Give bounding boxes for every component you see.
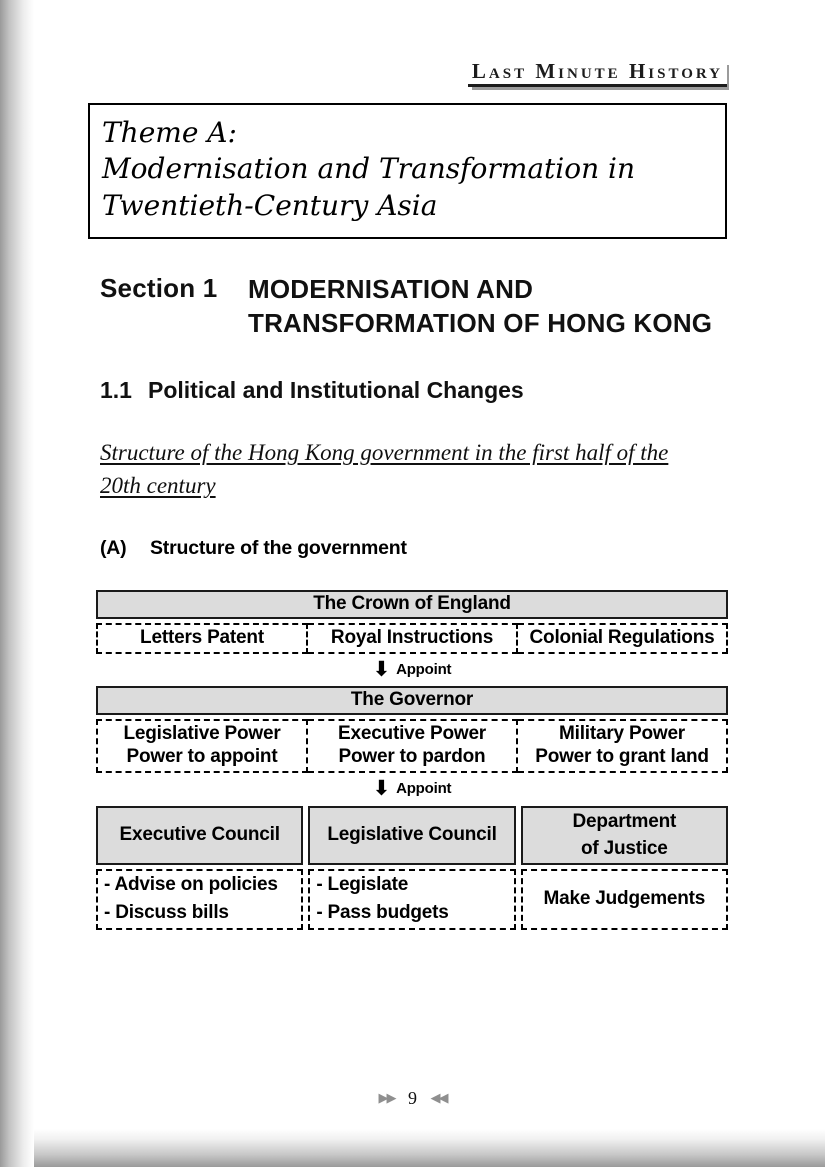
council-functions-row xyxy=(96,869,728,930)
section-label: Section 1 xyxy=(100,273,218,304)
crown-instruments-row xyxy=(96,623,728,654)
bottom-page-edge-shadow xyxy=(0,1129,825,1167)
appoint-label: Appoint xyxy=(396,661,452,679)
section-title-line-1: MODERNISATION AND xyxy=(248,274,534,305)
governor-power-cell: Executive Power Power to pardon xyxy=(308,719,518,773)
theme-line-1: Theme A: xyxy=(102,116,237,150)
part-a-heading xyxy=(100,537,825,560)
part-a-label: (A) xyxy=(100,536,127,559)
subsection-number: 1.1 xyxy=(100,376,132,403)
council-function-cell: Make Judgements xyxy=(521,869,728,930)
crown-box: The Crown of England xyxy=(96,590,728,619)
subtitle-line-1: Structure of the Hong Kong government in the first half of the xyxy=(100,439,669,465)
appoint-label: Appoint xyxy=(396,780,452,798)
theme-line-3: Twentieth-Century Asia xyxy=(102,188,438,222)
government-structure-chart xyxy=(96,590,728,930)
council-box: Legislative Council xyxy=(308,806,515,865)
councils-row xyxy=(96,806,728,865)
subsection-title: Political and Institutional Changes xyxy=(148,376,524,403)
page-header xyxy=(0,0,825,87)
nav-forward-icon: ▶▶ xyxy=(378,1090,395,1105)
theme-line-2: Modernisation and Transformation in xyxy=(102,152,635,186)
nav-back-icon: ◀◀ xyxy=(430,1090,447,1105)
appoint-arrow-row-1 xyxy=(96,657,728,683)
appoint-arrow-row-2 xyxy=(96,776,728,802)
section-title-line-2: TRANSFORMATION OF HONG KONG xyxy=(248,308,713,339)
crown-instrument-cell: Letters Patent xyxy=(96,623,308,654)
section-title xyxy=(248,273,712,341)
structure-subtitle xyxy=(100,436,732,503)
appoint-arrow-icon: ⬇ xyxy=(372,657,391,682)
left-page-edge-shadow xyxy=(0,0,34,1167)
brand-wordmark: Last Minute History xyxy=(468,60,727,87)
council-function-cell: - Advise on policies - Discuss bills xyxy=(96,869,303,930)
part-a-title: Structure of the government xyxy=(150,536,407,559)
council-box: Department of Justice xyxy=(521,806,728,865)
appoint-arrow-icon: ⬇ xyxy=(372,776,391,801)
governor-powers-row xyxy=(96,719,728,773)
subsection-heading xyxy=(100,377,825,404)
crown-instrument-cell: Royal Instructions xyxy=(308,623,518,654)
governor-box: The Governor xyxy=(96,686,728,715)
page-footer xyxy=(0,1088,825,1109)
page-number: 9 xyxy=(408,1088,417,1108)
crown-instrument-cell: Colonial Regulations xyxy=(518,623,728,654)
governor-power-cell: Military Power Power to grant land xyxy=(518,719,728,773)
subtitle-line-2: 20th century xyxy=(100,473,216,499)
council-function-cell: - Legislate - Pass budgets xyxy=(308,869,515,930)
theme-title-box xyxy=(88,103,727,239)
governor-power-cell: Legislative Power Power to appoint xyxy=(96,719,308,773)
section-heading xyxy=(100,273,825,341)
council-box: Executive Council xyxy=(96,806,303,865)
